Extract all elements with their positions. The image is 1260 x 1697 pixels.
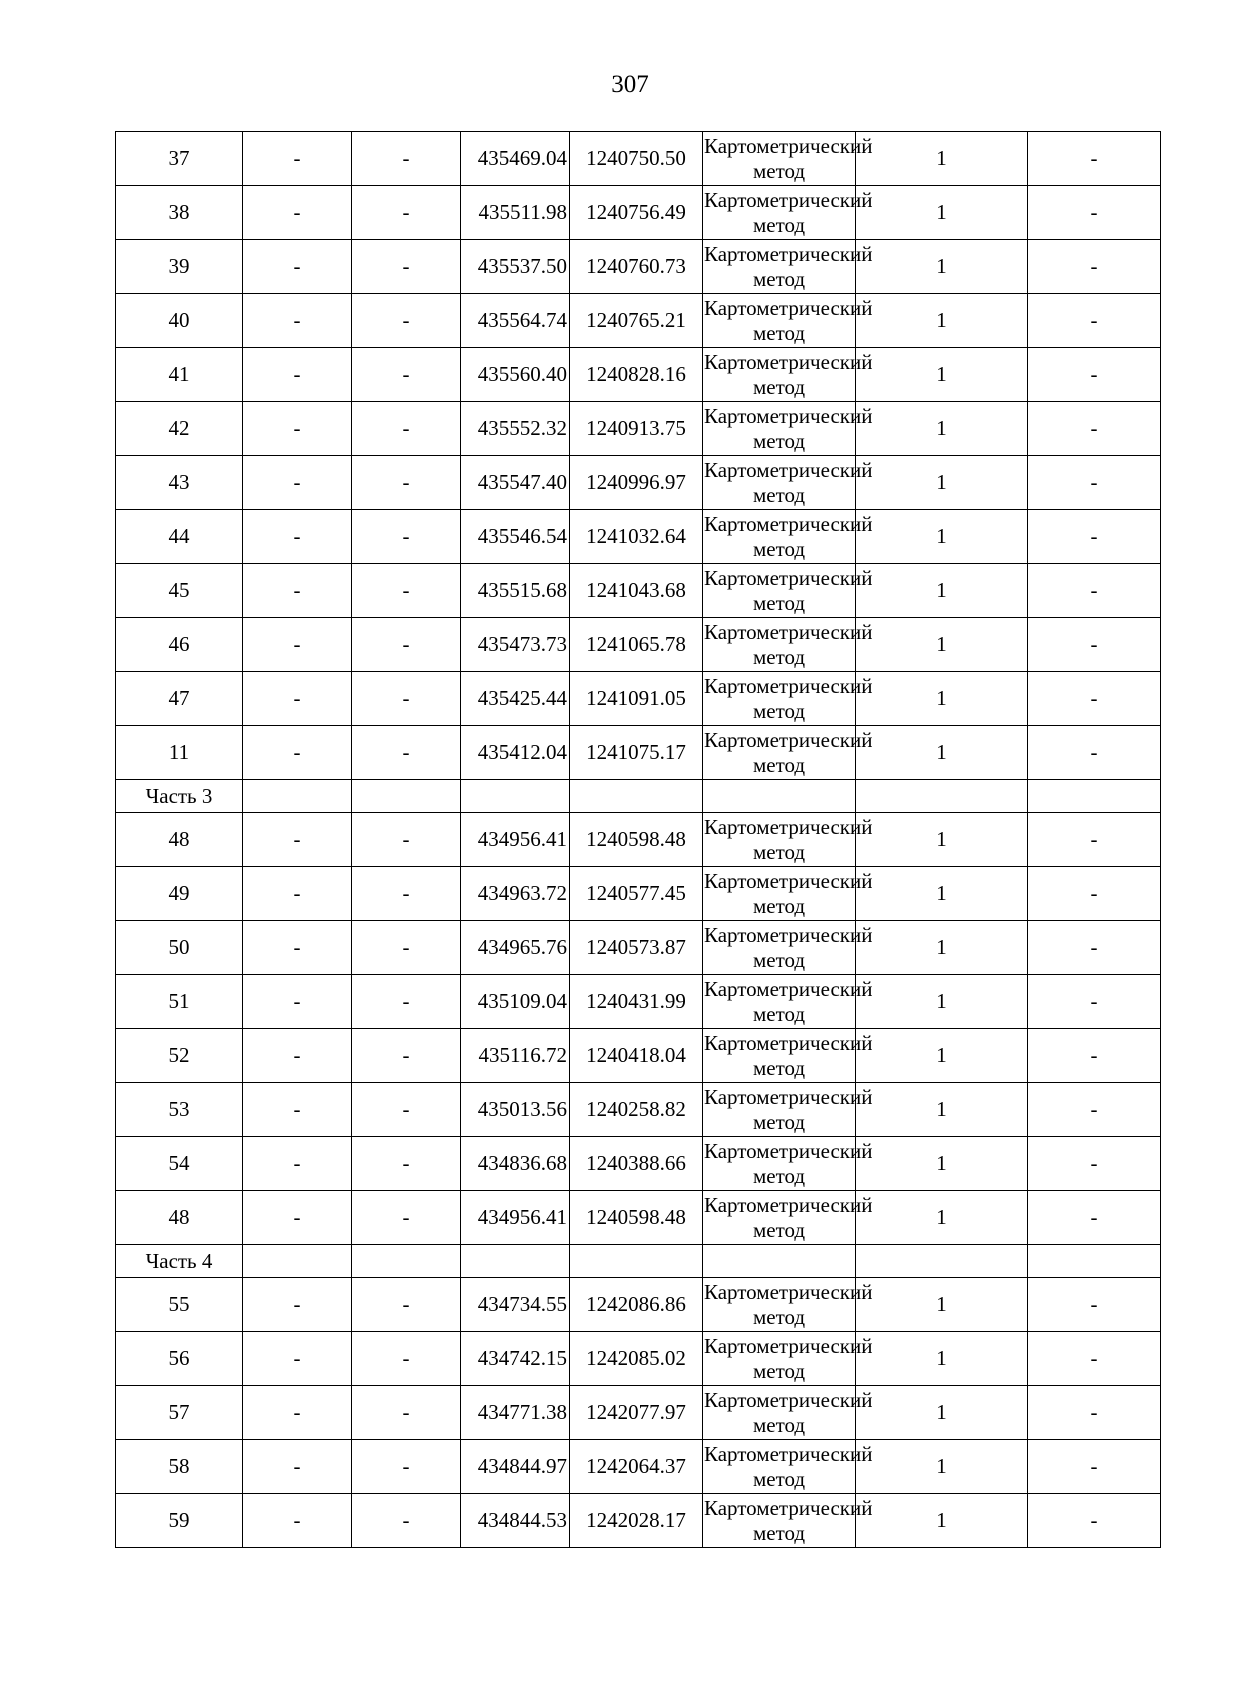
point-number-cell: 53: [116, 1083, 243, 1137]
dash-cell: -: [243, 672, 352, 726]
dash-cell: -: [352, 456, 461, 510]
empty-cell: [856, 1245, 1028, 1278]
precision-cell: 1: [856, 186, 1028, 240]
point-number-cell: 49: [116, 867, 243, 921]
point-number-cell: 46: [116, 618, 243, 672]
method-cell: Картометрический метод: [703, 1083, 856, 1137]
precision-cell: 1: [856, 1083, 1028, 1137]
table-row: [116, 1386, 1161, 1440]
dash-cell: -: [1028, 1278, 1161, 1332]
dash-cell: -: [1028, 456, 1161, 510]
table-row: [116, 618, 1161, 672]
table-row: [116, 975, 1161, 1029]
method-cell: Картометрический метод: [703, 1191, 856, 1245]
y-coordinate-cell: 1241043.68: [570, 564, 703, 618]
y-coordinate-cell: 1240828.16: [570, 348, 703, 402]
table-row: [116, 240, 1161, 294]
dash-cell: -: [1028, 867, 1161, 921]
point-number-cell: 39: [116, 240, 243, 294]
dash-cell: -: [243, 1083, 352, 1137]
point-number-cell: 41: [116, 348, 243, 402]
x-coordinate-cell: 435560.40: [461, 348, 570, 402]
dash-cell: -: [352, 618, 461, 672]
point-number-cell: 54: [116, 1137, 243, 1191]
precision-cell: 1: [856, 618, 1028, 672]
method-cell: Картометрический метод: [703, 672, 856, 726]
method-cell: Картометрический метод: [703, 186, 856, 240]
x-coordinate-cell: 434956.41: [461, 1191, 570, 1245]
dash-cell: -: [352, 1386, 461, 1440]
precision-cell: 1: [856, 294, 1028, 348]
empty-cell: [352, 1245, 461, 1278]
dash-cell: -: [243, 456, 352, 510]
precision-cell: 1: [856, 975, 1028, 1029]
x-coordinate-cell: 434963.72: [461, 867, 570, 921]
y-coordinate-cell: 1240996.97: [570, 456, 703, 510]
dash-cell: -: [1028, 1137, 1161, 1191]
precision-cell: 1: [856, 1332, 1028, 1386]
y-coordinate-cell: 1240388.66: [570, 1137, 703, 1191]
dash-cell: -: [352, 975, 461, 1029]
method-cell: Картометрический метод: [703, 1386, 856, 1440]
dash-cell: -: [243, 813, 352, 867]
empty-cell: [243, 1245, 352, 1278]
dash-cell: -: [1028, 402, 1161, 456]
dash-cell: -: [1028, 726, 1161, 780]
precision-cell: 1: [856, 1191, 1028, 1245]
table-row: [116, 1332, 1161, 1386]
dash-cell: -: [1028, 672, 1161, 726]
dash-cell: -: [352, 867, 461, 921]
point-number-cell: 55: [116, 1278, 243, 1332]
point-number-cell: 44: [116, 510, 243, 564]
method-cell: Картометрический метод: [703, 294, 856, 348]
table-row: [116, 921, 1161, 975]
dash-cell: -: [1028, 348, 1161, 402]
section-row: [116, 780, 1161, 813]
dash-cell: -: [352, 1137, 461, 1191]
y-coordinate-cell: 1241032.64: [570, 510, 703, 564]
dash-cell: -: [243, 240, 352, 294]
point-number-cell: 11: [116, 726, 243, 780]
x-coordinate-cell: 434844.53: [461, 1494, 570, 1548]
y-coordinate-cell: 1242077.97: [570, 1386, 703, 1440]
point-number-cell: 38: [116, 186, 243, 240]
dash-cell: -: [352, 813, 461, 867]
dash-cell: -: [243, 975, 352, 1029]
method-cell: Картометрический метод: [703, 1332, 856, 1386]
point-number-cell: 42: [116, 402, 243, 456]
method-cell: Картометрический метод: [703, 813, 856, 867]
precision-cell: 1: [856, 510, 1028, 564]
dash-cell: -: [1028, 1440, 1161, 1494]
method-cell: Картометрический метод: [703, 975, 856, 1029]
x-coordinate-cell: 434771.38: [461, 1386, 570, 1440]
coordinates-table: [115, 131, 1161, 1548]
dash-cell: -: [352, 921, 461, 975]
x-coordinate-cell: 434844.97: [461, 1440, 570, 1494]
dash-cell: -: [243, 867, 352, 921]
section-label: Часть 3: [116, 780, 243, 813]
dash-cell: -: [1028, 975, 1161, 1029]
dash-cell: -: [243, 294, 352, 348]
dash-cell: -: [243, 186, 352, 240]
point-number-cell: 37: [116, 132, 243, 186]
method-cell: Картометрический метод: [703, 1440, 856, 1494]
method-cell: Картометрический метод: [703, 867, 856, 921]
y-coordinate-cell: 1240750.50: [570, 132, 703, 186]
empty-cell: [461, 1245, 570, 1278]
table-row: [116, 456, 1161, 510]
dash-cell: -: [1028, 1029, 1161, 1083]
table-row: [116, 1029, 1161, 1083]
y-coordinate-cell: 1240765.21: [570, 294, 703, 348]
dash-cell: -: [1028, 294, 1161, 348]
y-coordinate-cell: 1240598.48: [570, 813, 703, 867]
precision-cell: 1: [856, 726, 1028, 780]
dash-cell: -: [352, 1440, 461, 1494]
precision-cell: 1: [856, 564, 1028, 618]
empty-cell: [243, 780, 352, 813]
dash-cell: -: [1028, 510, 1161, 564]
point-number-cell: 51: [116, 975, 243, 1029]
empty-cell: [461, 780, 570, 813]
dash-cell: -: [1028, 813, 1161, 867]
table-row: [116, 564, 1161, 618]
table-row: [116, 348, 1161, 402]
x-coordinate-cell: 435546.54: [461, 510, 570, 564]
page-number: 307: [611, 71, 649, 98]
section-row: [116, 1245, 1161, 1278]
x-coordinate-cell: 434742.15: [461, 1332, 570, 1386]
dash-cell: -: [352, 726, 461, 780]
table-row: [116, 813, 1161, 867]
dash-cell: -: [243, 1137, 352, 1191]
dash-cell: -: [1028, 1494, 1161, 1548]
point-number-cell: 45: [116, 564, 243, 618]
precision-cell: 1: [856, 813, 1028, 867]
table-row: [116, 294, 1161, 348]
dash-cell: -: [352, 132, 461, 186]
precision-cell: 1: [856, 402, 1028, 456]
x-coordinate-cell: 435109.04: [461, 975, 570, 1029]
point-number-cell: 59: [116, 1494, 243, 1548]
y-coordinate-cell: 1240418.04: [570, 1029, 703, 1083]
precision-cell: 1: [856, 867, 1028, 921]
dash-cell: -: [243, 348, 352, 402]
point-number-cell: 43: [116, 456, 243, 510]
empty-cell: [352, 780, 461, 813]
table-row: [116, 186, 1161, 240]
method-cell: Картометрический метод: [703, 402, 856, 456]
empty-cell: [1028, 780, 1161, 813]
dash-cell: -: [352, 294, 461, 348]
method-cell: Картометрический метод: [703, 1494, 856, 1548]
method-cell: Картометрический метод: [703, 618, 856, 672]
dash-cell: -: [352, 240, 461, 294]
dash-cell: -: [243, 1332, 352, 1386]
dash-cell: -: [352, 1332, 461, 1386]
dash-cell: -: [352, 1083, 461, 1137]
dash-cell: -: [243, 1494, 352, 1548]
point-number-cell: 58: [116, 1440, 243, 1494]
point-number-cell: 50: [116, 921, 243, 975]
precision-cell: 1: [856, 1494, 1028, 1548]
method-cell: Картометрический метод: [703, 921, 856, 975]
x-coordinate-cell: 435547.40: [461, 456, 570, 510]
dash-cell: -: [352, 672, 461, 726]
table-row: [116, 726, 1161, 780]
point-number-cell: 47: [116, 672, 243, 726]
dash-cell: -: [352, 1191, 461, 1245]
x-coordinate-cell: 435537.50: [461, 240, 570, 294]
y-coordinate-cell: 1240577.45: [570, 867, 703, 921]
x-coordinate-cell: 435013.56: [461, 1083, 570, 1137]
dash-cell: -: [243, 564, 352, 618]
method-cell: Картометрический метод: [703, 132, 856, 186]
precision-cell: 1: [856, 1029, 1028, 1083]
dash-cell: -: [1028, 132, 1161, 186]
x-coordinate-cell: 435511.98: [461, 186, 570, 240]
table-row: [116, 510, 1161, 564]
table-row: [116, 867, 1161, 921]
point-number-cell: 56: [116, 1332, 243, 1386]
dash-cell: -: [243, 921, 352, 975]
x-coordinate-cell: 435552.32: [461, 402, 570, 456]
point-number-cell: 48: [116, 1191, 243, 1245]
dash-cell: -: [1028, 1083, 1161, 1137]
table-row: [116, 132, 1161, 186]
dash-cell: -: [243, 726, 352, 780]
y-coordinate-cell: 1242064.37: [570, 1440, 703, 1494]
point-number-cell: 52: [116, 1029, 243, 1083]
dash-cell: -: [1028, 186, 1161, 240]
precision-cell: 1: [856, 1386, 1028, 1440]
precision-cell: 1: [856, 240, 1028, 294]
x-coordinate-cell: 435412.04: [461, 726, 570, 780]
y-coordinate-cell: 1242085.02: [570, 1332, 703, 1386]
precision-cell: 1: [856, 456, 1028, 510]
dash-cell: -: [243, 402, 352, 456]
x-coordinate-cell: 435116.72: [461, 1029, 570, 1083]
dash-cell: -: [352, 348, 461, 402]
table-row: [116, 1191, 1161, 1245]
dash-cell: -: [243, 1386, 352, 1440]
empty-cell: [570, 780, 703, 813]
dash-cell: -: [352, 1278, 461, 1332]
dash-cell: -: [352, 186, 461, 240]
precision-cell: 1: [856, 1278, 1028, 1332]
table-row: [116, 402, 1161, 456]
y-coordinate-cell: 1241075.17: [570, 726, 703, 780]
precision-cell: 1: [856, 921, 1028, 975]
precision-cell: 1: [856, 672, 1028, 726]
y-coordinate-cell: 1240431.99: [570, 975, 703, 1029]
x-coordinate-cell: 434965.76: [461, 921, 570, 975]
table-row: [116, 1494, 1161, 1548]
y-coordinate-cell: 1241065.78: [570, 618, 703, 672]
y-coordinate-cell: 1240598.48: [570, 1191, 703, 1245]
y-coordinate-cell: 1242086.86: [570, 1278, 703, 1332]
y-coordinate-cell: 1241091.05: [570, 672, 703, 726]
dash-cell: -: [243, 1278, 352, 1332]
dash-cell: -: [1028, 240, 1161, 294]
point-number-cell: 57: [116, 1386, 243, 1440]
y-coordinate-cell: 1240760.73: [570, 240, 703, 294]
dash-cell: -: [1028, 618, 1161, 672]
dash-cell: -: [1028, 1332, 1161, 1386]
empty-cell: [703, 780, 856, 813]
x-coordinate-cell: 434956.41: [461, 813, 570, 867]
dash-cell: -: [243, 1440, 352, 1494]
method-cell: Картометрический метод: [703, 1137, 856, 1191]
dash-cell: -: [352, 402, 461, 456]
dash-cell: -: [352, 564, 461, 618]
dash-cell: -: [352, 1494, 461, 1548]
dash-cell: -: [1028, 1386, 1161, 1440]
x-coordinate-cell: 435515.68: [461, 564, 570, 618]
y-coordinate-cell: 1240573.87: [570, 921, 703, 975]
y-coordinate-cell: 1240258.82: [570, 1083, 703, 1137]
point-number-cell: 48: [116, 813, 243, 867]
table-row: [116, 672, 1161, 726]
y-coordinate-cell: 1240913.75: [570, 402, 703, 456]
x-coordinate-cell: 435469.04: [461, 132, 570, 186]
empty-cell: [856, 780, 1028, 813]
x-coordinate-cell: 434836.68: [461, 1137, 570, 1191]
method-cell: Картометрический метод: [703, 1278, 856, 1332]
table-row: [116, 1083, 1161, 1137]
dash-cell: -: [243, 618, 352, 672]
method-cell: Картометрический метод: [703, 726, 856, 780]
method-cell: Картометрический метод: [703, 240, 856, 294]
dash-cell: -: [243, 510, 352, 564]
empty-cell: [1028, 1245, 1161, 1278]
x-coordinate-cell: 435473.73: [461, 618, 570, 672]
dash-cell: -: [352, 1029, 461, 1083]
empty-cell: [570, 1245, 703, 1278]
method-cell: Картометрический метод: [703, 510, 856, 564]
table-row: [116, 1278, 1161, 1332]
table-row: [116, 1440, 1161, 1494]
dash-cell: -: [1028, 921, 1161, 975]
method-cell: Картометрический метод: [703, 564, 856, 618]
x-coordinate-cell: 435425.44: [461, 672, 570, 726]
method-cell: Картометрический метод: [703, 1029, 856, 1083]
y-coordinate-cell: 1242028.17: [570, 1494, 703, 1548]
dash-cell: -: [243, 1029, 352, 1083]
dash-cell: -: [243, 1191, 352, 1245]
empty-cell: [703, 1245, 856, 1278]
x-coordinate-cell: 434734.55: [461, 1278, 570, 1332]
method-cell: Картометрический метод: [703, 348, 856, 402]
x-coordinate-cell: 435564.74: [461, 294, 570, 348]
table-body: [116, 132, 1161, 1548]
precision-cell: 1: [856, 348, 1028, 402]
dash-cell: -: [243, 132, 352, 186]
dash-cell: -: [352, 510, 461, 564]
precision-cell: 1: [856, 132, 1028, 186]
y-coordinate-cell: 1240756.49: [570, 186, 703, 240]
table-row: [116, 1137, 1161, 1191]
point-number-cell: 40: [116, 294, 243, 348]
precision-cell: 1: [856, 1440, 1028, 1494]
section-label: Часть 4: [116, 1245, 243, 1278]
precision-cell: 1: [856, 1137, 1028, 1191]
method-cell: Картометрический метод: [703, 456, 856, 510]
dash-cell: -: [1028, 564, 1161, 618]
dash-cell: -: [1028, 1191, 1161, 1245]
